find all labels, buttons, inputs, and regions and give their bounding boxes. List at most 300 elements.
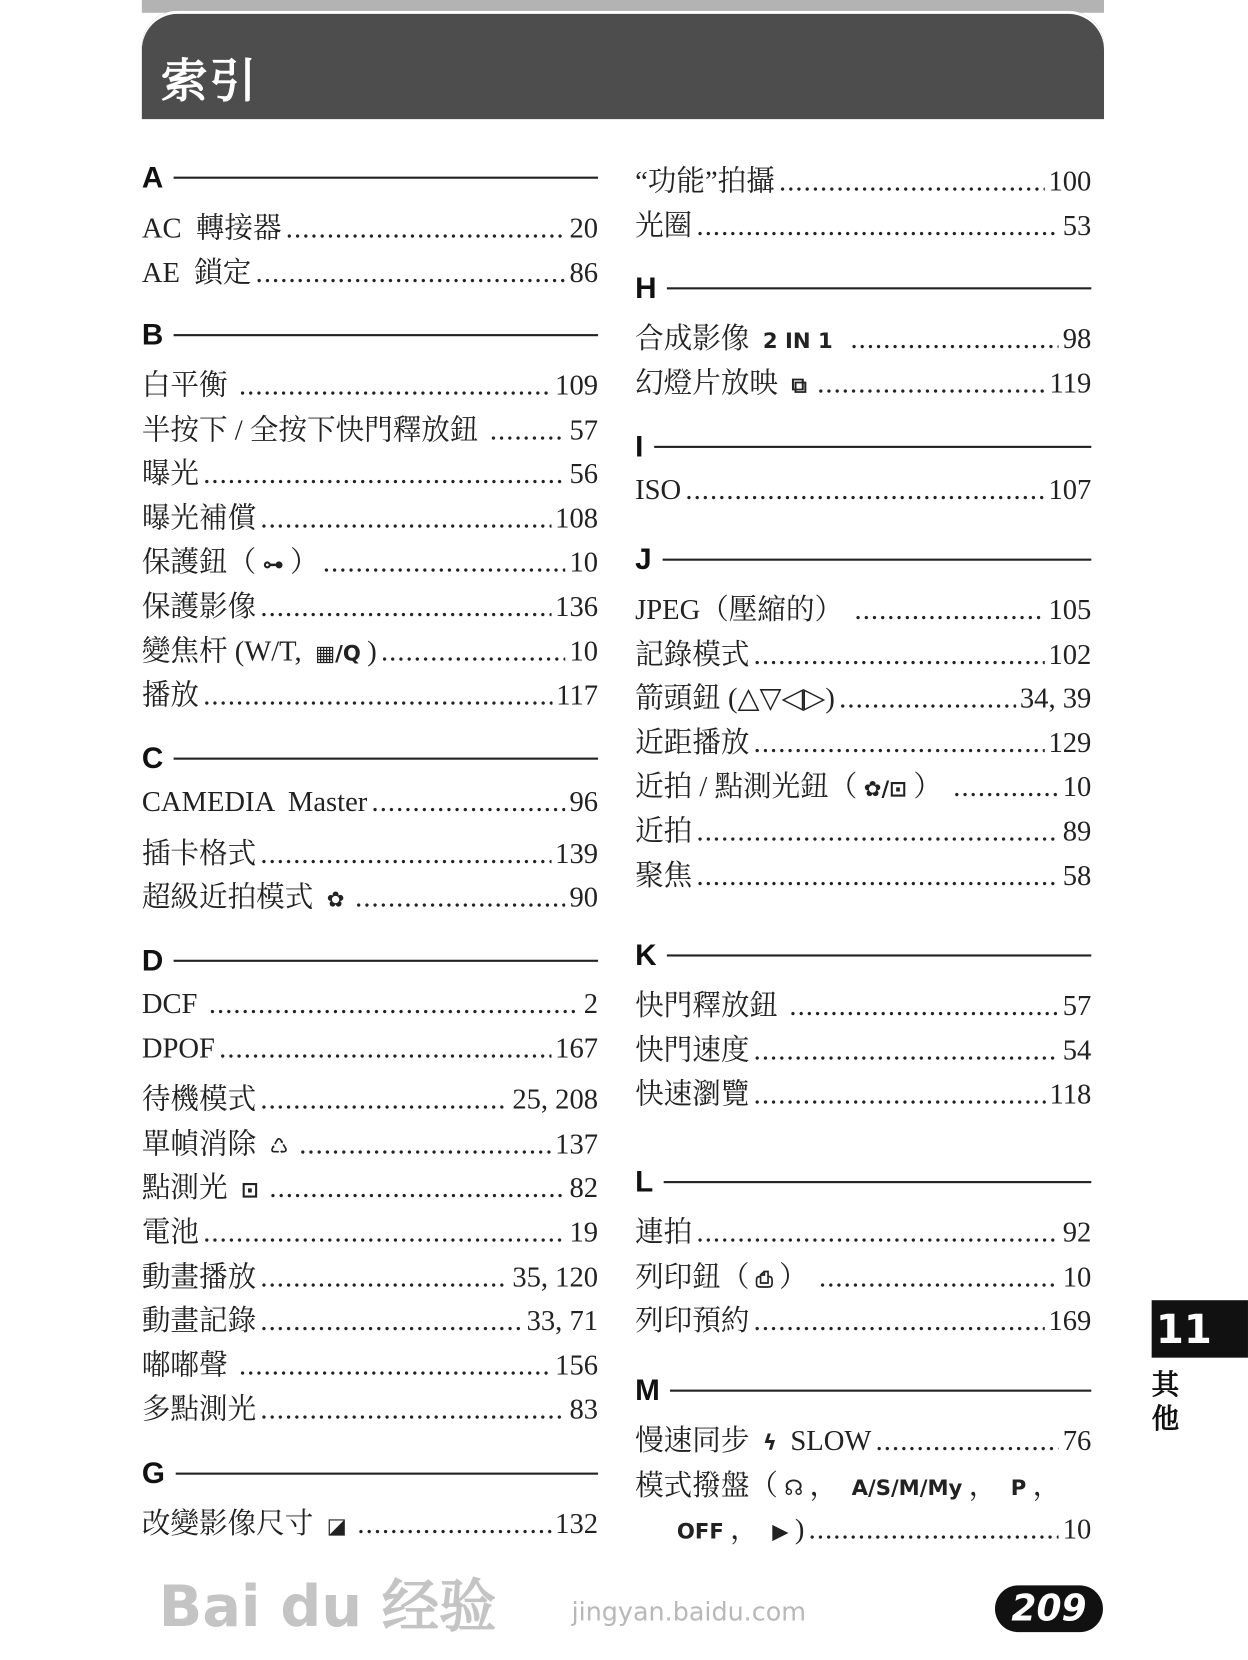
page-reference: 98 xyxy=(1062,322,1092,355)
entry-label xyxy=(635,359,813,400)
page-reference: 54 xyxy=(1062,1033,1092,1066)
index-entry xyxy=(635,473,1091,517)
dot-leader xyxy=(286,212,565,245)
mode-symbol: 2 IN 1 xyxy=(762,327,833,354)
index-entry xyxy=(142,1500,598,1544)
dot-leader xyxy=(754,1034,1059,1067)
index-entry xyxy=(635,719,1091,763)
entry-text: 記錄模式 xyxy=(635,637,750,670)
section-letter: B xyxy=(141,318,164,352)
entry-text: AC 轉接器 xyxy=(141,211,282,244)
section-heading xyxy=(635,937,1091,973)
page-reference: 34, 39 xyxy=(1019,682,1092,715)
section-divider xyxy=(174,177,598,179)
entry-label xyxy=(142,495,256,536)
index-section xyxy=(635,270,1091,403)
section-heading xyxy=(635,542,1091,578)
entry-label xyxy=(635,675,835,716)
section-letter: M xyxy=(635,1373,660,1407)
index-entry xyxy=(142,829,598,873)
page-reference: 56 xyxy=(569,457,599,490)
macro-spot-icon: ✿/⊡ xyxy=(863,776,907,802)
section-letter: H xyxy=(635,271,657,305)
index-entry xyxy=(142,1164,598,1208)
entry-label xyxy=(142,249,252,290)
entry-label xyxy=(635,808,692,849)
page-reference: 10 xyxy=(569,546,599,579)
index-entry xyxy=(635,1253,1091,1297)
entry-text: 曝光補償 xyxy=(141,501,257,534)
entry-label xyxy=(635,157,775,198)
section-heading xyxy=(142,317,598,353)
index-entry xyxy=(142,1297,598,1341)
dot-leader xyxy=(203,679,552,712)
entry-label xyxy=(142,450,199,491)
page-reference: 108 xyxy=(555,501,599,534)
section-divider xyxy=(667,287,1091,289)
section-letter: A xyxy=(141,160,164,194)
entry-text: 嘟嘟聲 xyxy=(141,1348,235,1381)
entry-label xyxy=(142,1032,215,1065)
section-heading xyxy=(635,429,1091,465)
index-section xyxy=(635,937,1091,1114)
entry-text: ISO xyxy=(635,473,682,506)
entry-label xyxy=(635,1462,1061,1503)
index-entry xyxy=(635,1297,1091,1341)
page-number: 209 xyxy=(995,1585,1103,1632)
entry-label xyxy=(635,473,681,506)
section-divider xyxy=(670,1390,1091,1392)
entry-label xyxy=(635,1417,871,1458)
entry-label xyxy=(635,1297,749,1338)
page-reference: 118 xyxy=(1049,1078,1092,1110)
entry-text: ） xyxy=(779,1260,815,1293)
entry-label xyxy=(635,1026,749,1067)
entry-text: ， xyxy=(730,1513,766,1546)
index-entry xyxy=(142,406,598,450)
page-reference: 86 xyxy=(569,255,599,288)
dot-leader xyxy=(839,682,1015,715)
entry-label xyxy=(635,763,949,804)
slideshow-icon: ⧉ xyxy=(791,371,807,398)
page-reference: 76 xyxy=(1062,1424,1092,1457)
index-section xyxy=(635,429,1091,518)
entry-text: 插卡格式 xyxy=(141,836,257,869)
watermark-url: jingyan.baidu.com xyxy=(571,1597,807,1627)
index-entry xyxy=(142,1032,598,1076)
section-divider xyxy=(175,1473,598,1475)
super-macro-icon: ✿ xyxy=(326,886,345,913)
dot-leader xyxy=(696,1216,1058,1249)
entry-label xyxy=(142,539,319,580)
dot-leader xyxy=(490,413,565,446)
section-heading xyxy=(635,1164,1091,1200)
entry-text: 動畫記錄 xyxy=(141,1304,257,1337)
index-section xyxy=(142,943,598,1430)
entry-text: 聚焦 xyxy=(635,859,693,892)
entry-text: 光圈 xyxy=(635,209,693,242)
dot-leader xyxy=(260,1393,565,1426)
entry-label xyxy=(635,852,692,893)
page-reference: 10 xyxy=(569,634,599,667)
page-reference: 89 xyxy=(1062,814,1092,847)
entry-text: DPOF xyxy=(141,1031,215,1064)
entry-label xyxy=(142,583,256,624)
dot-leader xyxy=(260,502,551,535)
page-reference: 58 xyxy=(1062,859,1092,892)
entry-text: 動畫播放 xyxy=(141,1260,257,1293)
entry-text: 近拍 / 點測光鈕（ xyxy=(635,770,858,803)
entry-text: 近距播放 xyxy=(635,726,750,759)
page-reference: 107 xyxy=(1048,473,1092,506)
page-title: 索引 xyxy=(160,54,259,109)
index-entry xyxy=(635,1209,1091,1253)
dot-leader xyxy=(203,1216,565,1249)
entry-text: ) xyxy=(367,634,377,667)
section-letter: D xyxy=(141,943,164,977)
index-entry xyxy=(142,204,598,248)
page-reference: 105 xyxy=(1048,593,1092,626)
entry-text: 快門釋放鈕 xyxy=(635,989,786,1022)
dot-leader xyxy=(372,785,566,818)
page-reference: 82 xyxy=(569,1171,599,1204)
section-divider xyxy=(654,446,1091,448)
index-section xyxy=(635,157,1091,246)
index-entry xyxy=(635,808,1091,852)
entry-text: ) xyxy=(794,1513,805,1546)
index-entry xyxy=(142,539,598,583)
section-divider xyxy=(662,559,1091,561)
page-reference: 169 xyxy=(1048,1304,1092,1337)
page-reference: 53 xyxy=(1062,209,1092,242)
entry-text: 播放 xyxy=(141,678,199,711)
entry-text: 單幀消除 xyxy=(141,1127,264,1160)
index-entry xyxy=(142,1253,598,1297)
entry-text: 箭頭鈕 (△▽◁▷) xyxy=(635,682,835,715)
section-letter: L xyxy=(635,1165,654,1199)
section-letter: J xyxy=(635,542,652,576)
index-entry xyxy=(142,987,598,1031)
playback-icon: ▶ xyxy=(772,1518,789,1545)
page-reference: 119 xyxy=(1049,366,1092,399)
dot-leader xyxy=(209,987,580,1020)
entry-label xyxy=(635,1253,815,1294)
page-reference: 25, 208 xyxy=(512,1083,599,1116)
entry-text: 快門速度 xyxy=(635,1033,750,1066)
entry-label xyxy=(142,1386,256,1427)
section-heading xyxy=(142,741,598,777)
left-index-column xyxy=(142,0,598,1564)
dot-leader xyxy=(260,1083,508,1116)
section-divider xyxy=(174,758,598,760)
dot-leader xyxy=(850,322,1058,355)
entry-label xyxy=(142,874,351,915)
entry-label xyxy=(142,627,377,668)
index-entry xyxy=(142,1076,598,1120)
index-entry xyxy=(635,852,1091,896)
section-heading xyxy=(142,160,598,196)
section-heading xyxy=(142,1456,598,1492)
dot-leader xyxy=(260,1260,508,1293)
page-reference: 102 xyxy=(1048,637,1092,670)
section-divider xyxy=(664,1181,1092,1183)
dot-leader xyxy=(953,771,1058,804)
entry-label xyxy=(635,1209,692,1250)
index-entry xyxy=(142,583,598,627)
entry-label xyxy=(635,586,850,627)
index-entry xyxy=(635,1462,1091,1506)
page-reference: 167 xyxy=(555,1031,599,1064)
page-reference: 136 xyxy=(555,590,599,623)
entry-text: ， xyxy=(968,1468,1005,1501)
index-section xyxy=(142,741,598,918)
index-entry xyxy=(142,362,598,406)
page-reference: 156 xyxy=(555,1348,599,1381)
entry-text: 曝光 xyxy=(141,457,199,490)
entry-label xyxy=(635,1071,749,1112)
dot-leader xyxy=(809,1513,1059,1546)
page-reference: 57 xyxy=(569,413,599,446)
entry-text: 幻燈片放映 xyxy=(635,366,786,399)
print-icon: ⎙ xyxy=(755,1265,773,1292)
entry-text: 近拍 xyxy=(635,814,693,847)
dot-leader xyxy=(696,209,1058,242)
entry-label xyxy=(142,1297,256,1338)
index-entry xyxy=(142,1386,598,1430)
page-reference: 109 xyxy=(555,369,599,402)
index-section xyxy=(635,1164,1091,1341)
entry-text: 慢速同步 xyxy=(635,1424,757,1457)
index-entry xyxy=(635,675,1091,719)
entry-text: 超級近拍模式 xyxy=(141,881,321,914)
index-section xyxy=(142,1456,598,1545)
index-entry xyxy=(635,1026,1091,1070)
entry-label xyxy=(142,672,199,713)
dot-leader xyxy=(299,1128,551,1161)
dot-leader xyxy=(323,546,565,579)
entry-label xyxy=(142,1076,256,1117)
dot-leader xyxy=(256,256,566,289)
chapter-tab-label: 其他 xyxy=(1151,1369,1180,1436)
section-heading xyxy=(635,270,1091,306)
index-section xyxy=(635,542,1091,896)
entry-text: 半按下 / 全按下快門釋放鈕 xyxy=(141,413,486,446)
right-index-column xyxy=(635,0,1091,1564)
index-entry xyxy=(142,1209,598,1253)
entry-label xyxy=(142,1500,353,1541)
index-entry xyxy=(142,874,598,918)
index-entry xyxy=(635,1071,1091,1115)
dot-leader xyxy=(260,1305,522,1338)
entry-text: 列印預約 xyxy=(635,1304,750,1337)
dot-leader xyxy=(239,1349,551,1382)
entry-text: 快速瀏覽 xyxy=(635,1078,750,1110)
watermark-logo: Bai du 经验 xyxy=(158,1572,497,1640)
entry-label xyxy=(142,406,486,447)
entry-text: 點測光 xyxy=(141,1171,235,1204)
page-reference: 20 xyxy=(569,211,599,244)
section-heading xyxy=(142,943,598,979)
page-reference: 83 xyxy=(569,1393,599,1426)
erase-icon: ♺ xyxy=(269,1132,289,1159)
index-section xyxy=(635,1373,1091,1550)
page-reference: 10 xyxy=(1062,1513,1092,1546)
entry-text: 待機模式 xyxy=(141,1083,257,1116)
index-entry xyxy=(635,586,1091,630)
entry-text: ） xyxy=(290,546,319,579)
dot-leader xyxy=(219,1032,551,1065)
section-letter: C xyxy=(141,741,164,775)
section-heading xyxy=(635,1373,1091,1409)
section-letter: G xyxy=(141,1456,165,1490)
entry-label xyxy=(142,1253,256,1294)
entry-text: DCF xyxy=(141,987,205,1020)
entry-label xyxy=(635,631,749,672)
dot-leader xyxy=(696,859,1058,892)
entry-text xyxy=(839,322,846,355)
dot-leader xyxy=(854,594,1044,627)
index-entry xyxy=(142,450,598,494)
dot-leader xyxy=(357,1508,551,1541)
entry-text: 電池 xyxy=(141,1216,199,1249)
dot-leader xyxy=(779,165,1044,198)
dot-leader xyxy=(203,458,565,491)
dot-leader xyxy=(260,837,551,870)
chapter-tab-number: 11 xyxy=(1152,1300,1248,1357)
entry-label xyxy=(635,315,846,356)
mode-symbol: P xyxy=(1010,1474,1027,1500)
entry-label xyxy=(142,1164,265,1205)
index-entry xyxy=(635,631,1091,675)
entry-label xyxy=(142,785,367,818)
entry-text: 白平衡 xyxy=(141,369,235,402)
entry-text: 模式撥盤（ xyxy=(635,1468,778,1501)
index-section xyxy=(142,160,598,293)
page-reference: 92 xyxy=(1062,1216,1092,1249)
index-entry xyxy=(635,982,1091,1026)
page-reference: 10 xyxy=(1062,770,1092,803)
entry-text: ， xyxy=(1032,1468,1062,1501)
entry-text: CAMEDIA Master xyxy=(141,785,368,818)
mode-symbol: OFF xyxy=(676,1518,724,1545)
index-entry xyxy=(142,249,598,293)
dot-leader xyxy=(239,369,551,402)
dot-leader xyxy=(260,590,551,623)
entry-text: 列印鈕（ xyxy=(635,1260,750,1293)
dot-leader xyxy=(754,638,1045,671)
entry-label xyxy=(142,829,256,870)
key-icon: ⊶ xyxy=(262,551,284,578)
entry-label xyxy=(635,719,749,760)
dot-leader xyxy=(696,815,1058,848)
index-entry xyxy=(142,785,598,829)
index-section xyxy=(142,317,598,716)
index-entry xyxy=(635,1417,1091,1461)
entry-text: 連拍 xyxy=(635,1216,693,1249)
index-entry xyxy=(635,1506,1091,1550)
page-reference: 57 xyxy=(1062,989,1092,1022)
index-zoom-icon: ▦/Q xyxy=(315,640,361,666)
dot-leader xyxy=(754,1078,1046,1111)
entry-text: 改變影像尺寸 xyxy=(141,1507,321,1540)
index-entry xyxy=(635,763,1091,807)
page-reference: 2 xyxy=(583,987,599,1020)
entry-text: 合成影像 xyxy=(635,322,757,355)
page-reference: 132 xyxy=(555,1507,599,1540)
scene-program-icon: ☊ xyxy=(784,1474,804,1500)
entry-text: 變焦杆 (W/T, xyxy=(141,634,309,667)
entry-text: ） xyxy=(913,770,950,803)
entry-label xyxy=(656,1506,804,1547)
dot-leader xyxy=(269,1172,565,1205)
dot-leader xyxy=(685,473,1044,506)
dot-leader xyxy=(876,1425,1059,1458)
index-entry xyxy=(635,359,1091,403)
entry-label xyxy=(635,982,785,1023)
section-divider xyxy=(667,954,1091,956)
entry-text: AE 鎖定 xyxy=(141,255,252,288)
mode-symbol: A/S/M/My xyxy=(851,1474,963,1500)
index-entry xyxy=(635,202,1091,246)
section-letter: K xyxy=(635,938,657,972)
entry-label xyxy=(142,362,235,403)
page-reference: 35, 120 xyxy=(512,1260,599,1293)
resize-icon: ◪ xyxy=(326,1513,347,1539)
page-reference: 10 xyxy=(1062,1260,1092,1293)
entry-text: 多點測光 xyxy=(141,1393,257,1426)
index-entry xyxy=(635,157,1091,201)
dot-leader xyxy=(754,726,1045,759)
entry-text: JPEG（壓縮的） xyxy=(635,593,851,626)
page-reference: 117 xyxy=(556,678,599,711)
entry-label xyxy=(142,1341,235,1382)
section-divider xyxy=(174,334,598,336)
index-entry xyxy=(142,1341,598,1385)
page-reference: 90 xyxy=(569,881,599,914)
index-entry xyxy=(142,672,598,716)
flash-icon: ϟ xyxy=(762,1430,777,1456)
entry-label xyxy=(142,1120,295,1161)
page-reference: 139 xyxy=(555,836,599,869)
entry-text: 保護鈕（ xyxy=(141,546,257,579)
dot-leader xyxy=(819,1260,1058,1293)
page-reference: 137 xyxy=(555,1127,599,1160)
index-entry xyxy=(142,495,598,539)
page-reference: 19 xyxy=(569,1216,599,1249)
section-divider xyxy=(174,960,598,962)
entry-label xyxy=(142,987,205,1020)
page-reference: 129 xyxy=(1048,726,1092,759)
index-entry xyxy=(635,315,1091,359)
entry-text: SLOW xyxy=(783,1424,872,1457)
entry-text: “功能”拍攝 xyxy=(635,164,775,197)
spot-metering-icon: ⊡ xyxy=(241,1177,259,1203)
entry-text: ， xyxy=(809,1468,846,1501)
dot-leader xyxy=(754,1305,1045,1338)
dot-leader xyxy=(789,990,1058,1023)
dot-leader xyxy=(355,881,565,914)
dot-leader xyxy=(381,635,565,668)
index-entry xyxy=(142,627,598,671)
dot-leader xyxy=(817,367,1045,400)
entry-label xyxy=(142,204,282,245)
entry-label xyxy=(635,202,692,243)
page-reference: 100 xyxy=(1048,164,1092,197)
entry-text xyxy=(656,1513,670,1546)
index-entry xyxy=(142,1120,598,1164)
section-letter: I xyxy=(635,429,644,463)
entry-text: 保護影像 xyxy=(141,590,257,623)
